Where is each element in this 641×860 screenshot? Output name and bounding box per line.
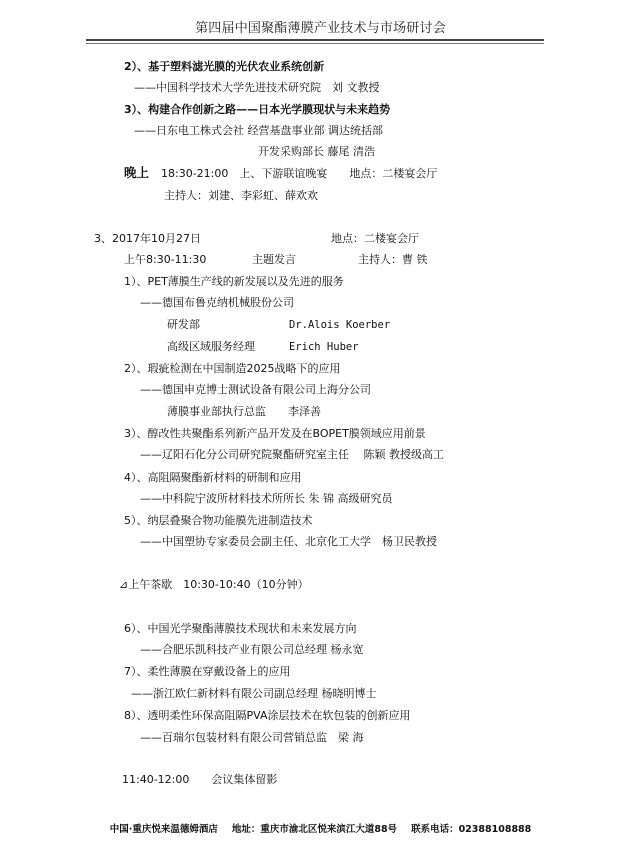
talk-speaker: ——中科院宁波所材料技术所所长 朱 锦 高级研究员 xyxy=(140,492,393,505)
talk-title: 3）、醇改性共聚酯系列新产品开发及在BOPET膜领域应用前景 xyxy=(124,427,426,440)
group-photo: 11:40-12:00 会议集体留影 xyxy=(122,773,278,786)
header-divider-thin xyxy=(86,43,544,44)
session-host: 主持人：曹 铁 xyxy=(358,253,428,266)
talk-speaker: ——百瑞尔包装材料有限公司营销总监 梁 海 xyxy=(140,731,364,744)
talk-title: 4）、高阻隔聚酯新材料的研制和应用 xyxy=(124,471,302,484)
session-name: 主题发言 xyxy=(252,253,296,266)
talk-speaker-title: 薄膜事业部执行总监 李泽善 xyxy=(167,405,321,418)
talk-speaker: ——日东电工株式会社 经营基盘事业部 调达统括部 xyxy=(134,124,383,137)
talk-title: 1）、PET薄膜生产线的新发展以及先进的服务 xyxy=(124,275,344,288)
evening-detail: 18:30-21:00 上、下游联谊晚宴 地点：二楼宴会厅 xyxy=(161,167,438,180)
header-divider xyxy=(86,39,544,41)
talk-speaker-title: 开发采购部长 藤尾 清浩 xyxy=(258,145,375,158)
footer-phone: 联系电话：02388108888 xyxy=(411,824,532,835)
footer-address: 地址：重庆市渝北区悦来滨江大道88号 xyxy=(231,824,398,835)
tea-break: ⊿上午茶歇 10:30-10:40（10分钟） xyxy=(119,578,309,591)
talk-speaker: ——辽阳石化分公司研究院聚酯研究室主任 陈颖 教授级高工 xyxy=(140,448,444,461)
talk-title: 7）、柔性薄膜在穿戴设备上的应用 xyxy=(124,665,291,678)
talk-title: 2）、基于塑料滤光膜的光伏农业系统创新 xyxy=(124,60,325,73)
talk-speaker: ——德国申克博士测试设备有限公司上海分公司 xyxy=(140,383,371,396)
talk-title: 2）、瑕疵检测在中国制造2025战略下的应用 xyxy=(124,362,341,375)
talk-speaker: ——德国布鲁克纳机械股份公司 xyxy=(140,296,294,309)
speaker-name: Erich Huber xyxy=(289,341,359,353)
day-header-location: 地点：二楼宴会厅 xyxy=(331,232,419,245)
speaker-role: 高级区域服务经理 xyxy=(167,340,255,353)
talk-title: 5）、纳层叠聚合物功能膜先进制造技术 xyxy=(124,514,313,527)
talk-title: 8）、透明柔性环保高阻隔PVA涂层技术在软包装的创新应用 xyxy=(124,709,411,722)
footer-venue: 中国·重庆悦来温德姆酒店 xyxy=(109,824,218,835)
day-header-date: 3、2017年10月27日 xyxy=(94,232,201,245)
talk-title: 3）、构建合作创新之路——日本光学膜现状与未来趋势 xyxy=(124,103,391,116)
speaker-role: 研发部 xyxy=(167,318,200,331)
evening-label: 晚上 xyxy=(124,165,150,180)
talk-speaker: ——中国塑协专家委员会副主任、北京化工大学 杨卫民教授 xyxy=(140,535,437,548)
talk-title: 6）、中国光学聚酯薄膜技术现状和未来发展方向 xyxy=(124,622,357,635)
talk-speaker: ——合肥乐凯科技产业有限公司总经理 杨永宽 xyxy=(140,643,364,656)
speaker-name: Dr.Alois Koerber xyxy=(289,319,391,331)
evening-hosts: 主持人：刘建、李彩虹、薛欢欢 xyxy=(164,189,318,202)
page-footer xyxy=(0,821,641,835)
talk-speaker: ——中国科学技术大学先进技术研究院 刘 文教授 xyxy=(134,81,380,94)
session-time: 上午8:30-11:30 xyxy=(124,253,207,266)
talk-speaker: ——浙江欧仁新材料有限公司副总经理 杨晓明博士 xyxy=(131,687,377,700)
page-header-title: 第四届中国聚酯薄膜产业技术与市场研讨会 xyxy=(195,21,446,36)
